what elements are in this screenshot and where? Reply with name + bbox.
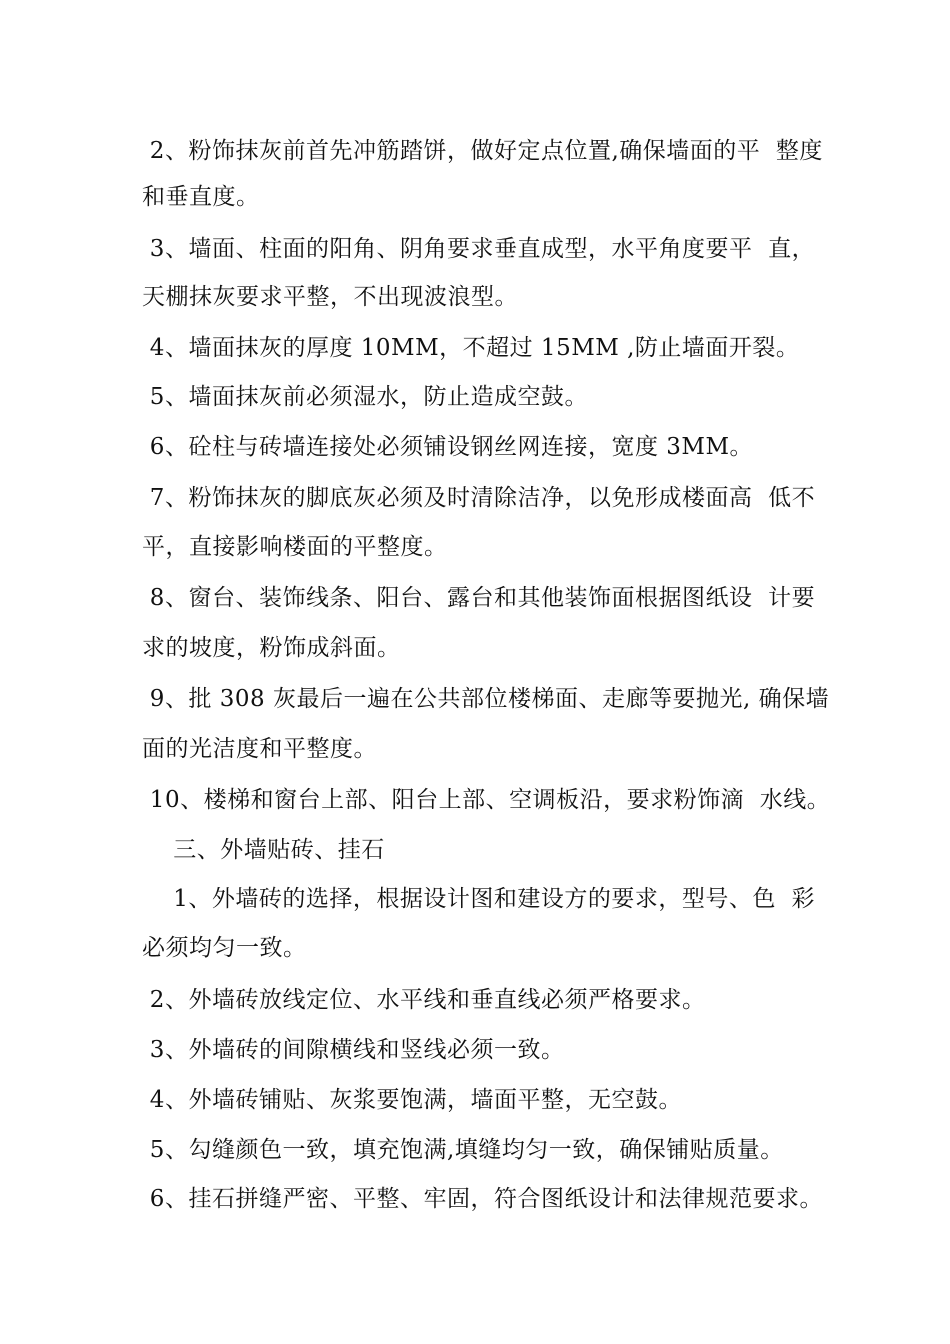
text-line: 7、粉饰抹灰的脚底灰必须及时清除洁净，以免形成楼面高 低不	[142, 485, 816, 511]
text-line: 2、外墙砖放线定位、水平线和垂直线必须严格要求。	[142, 987, 706, 1013]
text-line: 3、外墙砖的间隙横线和竖线必须一致。	[142, 1037, 565, 1063]
text-line: 5、墙面抹灰前必须湿水，防止造成空鼓。	[142, 384, 588, 410]
text-line: 10、楼梯和窗台上部、阳台上部、空调板沿，要求粉饰滴 水线。	[142, 787, 831, 813]
section-heading: 三、外墙贴砖、挂石	[142, 837, 385, 863]
text-line: 3、墙面、柱面的阳角、阴角要求垂直成型，水平角度要平 直，	[142, 236, 816, 262]
text-line: 平，直接影响楼面的平整度。	[142, 534, 448, 560]
text-line: 6、挂石拼缝严密、平整、牢固，符合图纸设计和法律规范要求。	[142, 1186, 823, 1212]
text-line: 求的坡度，粉饰成斜面。	[142, 635, 401, 661]
text-line: 5、勾缝颜色一致，填充饱满,填缝均匀一致，确保铺贴质量。	[142, 1137, 784, 1163]
text-line: 8、窗台、装饰线条、阳台、露台和其他装饰面根据图纸设 计要	[142, 585, 816, 611]
text-line: 1、外墙砖的选择，根据设计图和建设方的要求，型号、色 彩	[142, 886, 815, 912]
text-line: 和垂直度。	[142, 184, 260, 210]
text-line: 4、外墙砖铺贴、灰浆要饱满，墙面平整，无空鼓。	[142, 1087, 682, 1113]
text-line: 面的光洁度和平整度。	[142, 736, 377, 762]
text-line: 必须均匀一致。	[142, 935, 307, 961]
text-line: 4、墙面抹灰的厚度 10MM，不超过 15MM ,防止墙面开裂。	[142, 335, 800, 361]
text-line: 9、批 308 灰最后一遍在公共部位楼梯面、走廊等要抛光, 确保墙	[142, 686, 830, 712]
text-line: 天棚抹灰要求平整，不出现波浪型。	[142, 284, 518, 310]
text-line: 6、砼柱与砖墙连接处必须铺设钢丝网连接，宽度 3MM。	[142, 434, 753, 460]
text-line: 2、粉饰抹灰前首先冲筋踏饼，做好定点位置,确保墙面的平 整度	[142, 138, 823, 164]
